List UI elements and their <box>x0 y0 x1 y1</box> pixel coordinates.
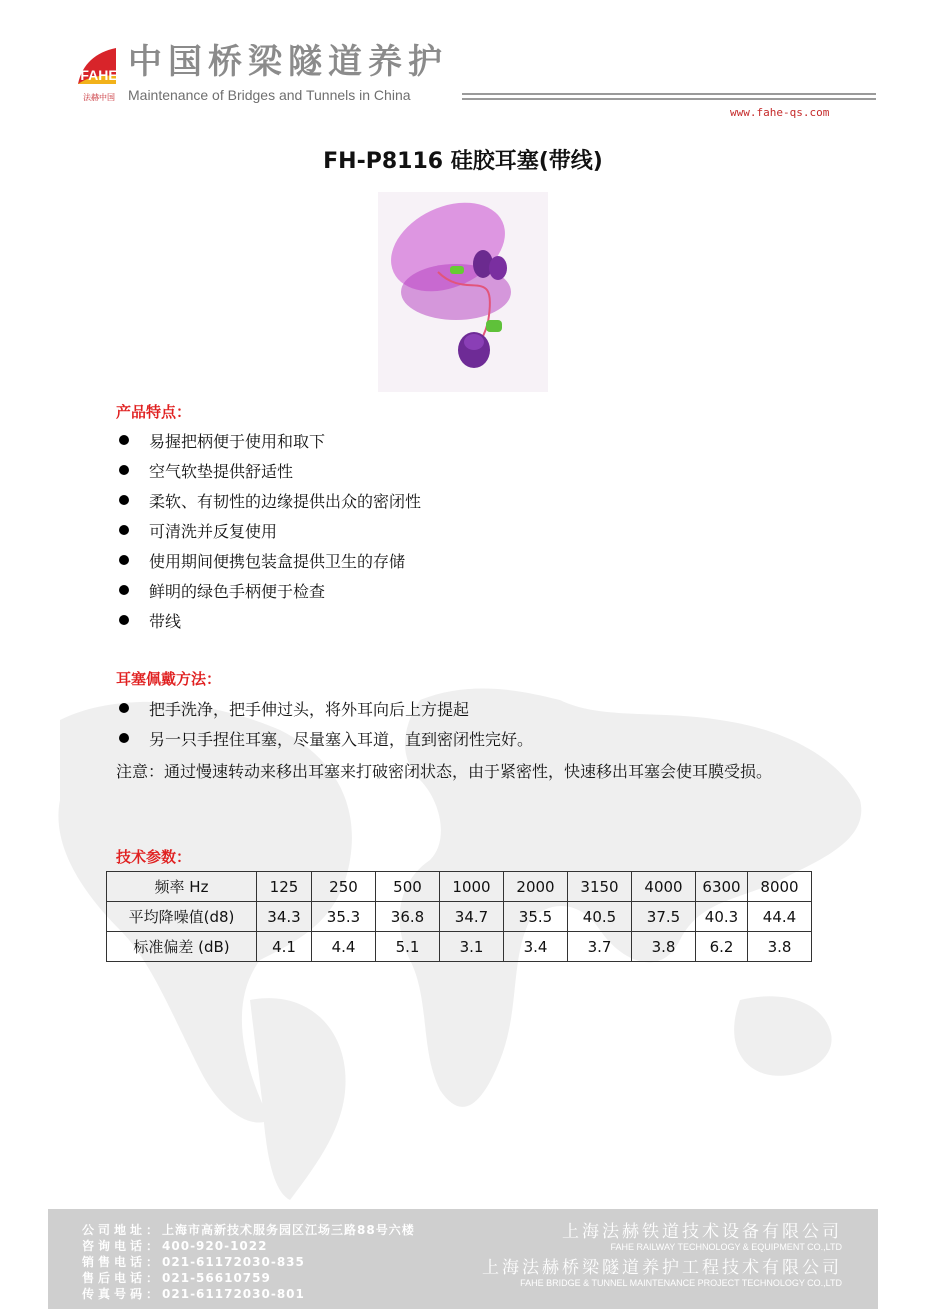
list-item <box>116 485 421 515</box>
fahe-logo <box>76 44 122 106</box>
feature-text: 可清洗并反复使用 <box>149 521 278 541</box>
feature-text: 鲜明的绿色手柄便于检查 <box>149 581 326 601</box>
company-bridge <box>482 1258 842 1289</box>
table-cell: 3.8 <box>632 932 696 962</box>
contact-label: 咨询电话： <box>82 1239 163 1253</box>
feature-text: 柔软、有韧性的边缘提供出众的密闭性 <box>149 491 422 511</box>
table-cell: 3.7 <box>568 932 632 962</box>
contact-label: 公司地址： <box>82 1223 163 1237</box>
bullet-icon <box>119 525 129 535</box>
table-cell: 3.1 <box>440 932 504 962</box>
bullet-icon <box>119 585 129 595</box>
company-railway <box>562 1222 842 1253</box>
feature-text: 使用期间便携包装盒提供卫生的存储 <box>149 551 406 571</box>
table-row <box>107 902 812 932</box>
list-item <box>116 605 421 635</box>
company-name-en: FAHE RAILWAY TECHNOLOGY & EQUIPMENT CO.,LTD <box>610 1242 842 1252</box>
contact-line <box>82 1270 415 1286</box>
bullet-icon <box>119 615 129 625</box>
spec-table <box>106 871 812 962</box>
feature-text: 易握把柄便于使用和取下 <box>149 431 326 451</box>
contact-line <box>82 1286 415 1302</box>
contact-value: 021-56610759 <box>162 1271 271 1285</box>
bullet-icon <box>119 465 129 475</box>
header-subtitle: Maintenance of Bridges and Tunnels in China <box>128 87 411 103</box>
table-row <box>107 872 812 902</box>
table-cell: 40.5 <box>568 902 632 932</box>
bullet-icon <box>119 733 129 743</box>
contact-label: 售后电话： <box>82 1271 163 1285</box>
company-name-cn: 上海法赫桥梁隧道养护工程技术有限公司 <box>482 1258 842 1278</box>
wearing-list <box>116 693 533 753</box>
table-cell: 35.5 <box>504 902 568 932</box>
row-label: 标准偏差 (dB) <box>107 932 257 962</box>
table-cell: 500 <box>376 872 440 902</box>
list-item <box>116 425 421 455</box>
table-cell: 3150 <box>568 872 632 902</box>
table-cell: 36.8 <box>376 902 440 932</box>
table-cell: 4.1 <box>257 932 312 962</box>
company-name-cn: 上海法赫铁道技术设备有限公司 <box>562 1222 842 1242</box>
table-cell: 37.5 <box>632 902 696 932</box>
earplug-product-image <box>378 192 548 392</box>
features-list <box>116 425 421 635</box>
wearing-step: 把手洗净，把手伸过头，将外耳向后上方提起 <box>149 699 470 719</box>
table-cell: 4.4 <box>312 932 376 962</box>
specs-heading: 技术参数： <box>116 848 192 866</box>
page-title: FH-P8116 硅胶耳塞(带线) <box>323 149 603 174</box>
wearing-step: 另一只手捏住耳塞，尽量塞入耳道，直到密闭性完好。 <box>149 729 534 749</box>
table-cell: 5.1 <box>376 932 440 962</box>
table-cell: 2000 <box>504 872 568 902</box>
contact-label: 传真号码： <box>82 1287 163 1301</box>
contact-value: 021-61172030-835 <box>162 1255 305 1269</box>
feature-text: 带线 <box>149 611 182 631</box>
table-cell: 34.7 <box>440 902 504 932</box>
row-label: 频率 Hz <box>107 872 257 902</box>
header-title: 中国桥梁隧道养护 <box>128 42 448 82</box>
logo-caption: 法赫中国 <box>83 93 115 102</box>
wearing-heading: 耳塞佩戴方法： <box>116 670 222 688</box>
bullet-icon <box>119 555 129 565</box>
features-heading: 产品特点： <box>116 403 192 421</box>
table-cell: 6.2 <box>696 932 748 962</box>
contact-label: 销售电话： <box>82 1255 163 1269</box>
contact-line <box>82 1254 415 1270</box>
table-cell: 3.4 <box>504 932 568 962</box>
table-cell: 6300 <box>696 872 748 902</box>
logo-text: FAHE <box>80 67 118 83</box>
table-row <box>107 932 812 962</box>
bullet-icon <box>119 703 129 713</box>
list-item <box>116 455 421 485</box>
row-label: 平均降噪值(d8) <box>107 902 257 932</box>
table-cell: 40.3 <box>696 902 748 932</box>
footer-contacts <box>82 1222 415 1302</box>
table-cell: 250 <box>312 872 376 902</box>
contact-line <box>82 1238 415 1254</box>
table-cell: 34.3 <box>257 902 312 932</box>
contact-value: 400-920-1022 <box>162 1239 268 1253</box>
header-rule-bottom <box>462 98 876 100</box>
table-cell: 1000 <box>440 872 504 902</box>
table-cell: 44.4 <box>748 902 812 932</box>
contact-line <box>82 1222 415 1238</box>
list-item <box>116 723 533 753</box>
bullet-icon <box>119 435 129 445</box>
feature-text: 空气软垫提供舒适性 <box>149 461 294 481</box>
list-item <box>116 545 421 575</box>
removal-note: 注意：通过慢速转动来移出耳塞来打破密闭状态，由于紧密性，快速移出耳塞会使耳膜受损。 <box>116 762 773 781</box>
table-cell: 4000 <box>632 872 696 902</box>
bullet-icon <box>119 495 129 505</box>
company-name-en: FAHE BRIDGE & TUNNEL MAINTENANCE PROJECT TECHNOLOGY CO.,LTD <box>520 1278 842 1288</box>
table-cell: 125 <box>257 872 312 902</box>
list-item <box>116 575 421 605</box>
table-cell: 3.8 <box>748 932 812 962</box>
list-item <box>116 693 533 723</box>
table-cell: 8000 <box>748 872 812 902</box>
table-cell: 35.3 <box>312 902 376 932</box>
list-item <box>116 515 421 545</box>
website-link[interactable]: www.fahe-qs.com <box>730 106 830 119</box>
contact-value: 上海市高新技术服务园区江场三路88号六楼 <box>162 1223 415 1237</box>
contact-value: 021-61172030-801 <box>162 1287 305 1301</box>
header-rule-top <box>462 93 876 95</box>
